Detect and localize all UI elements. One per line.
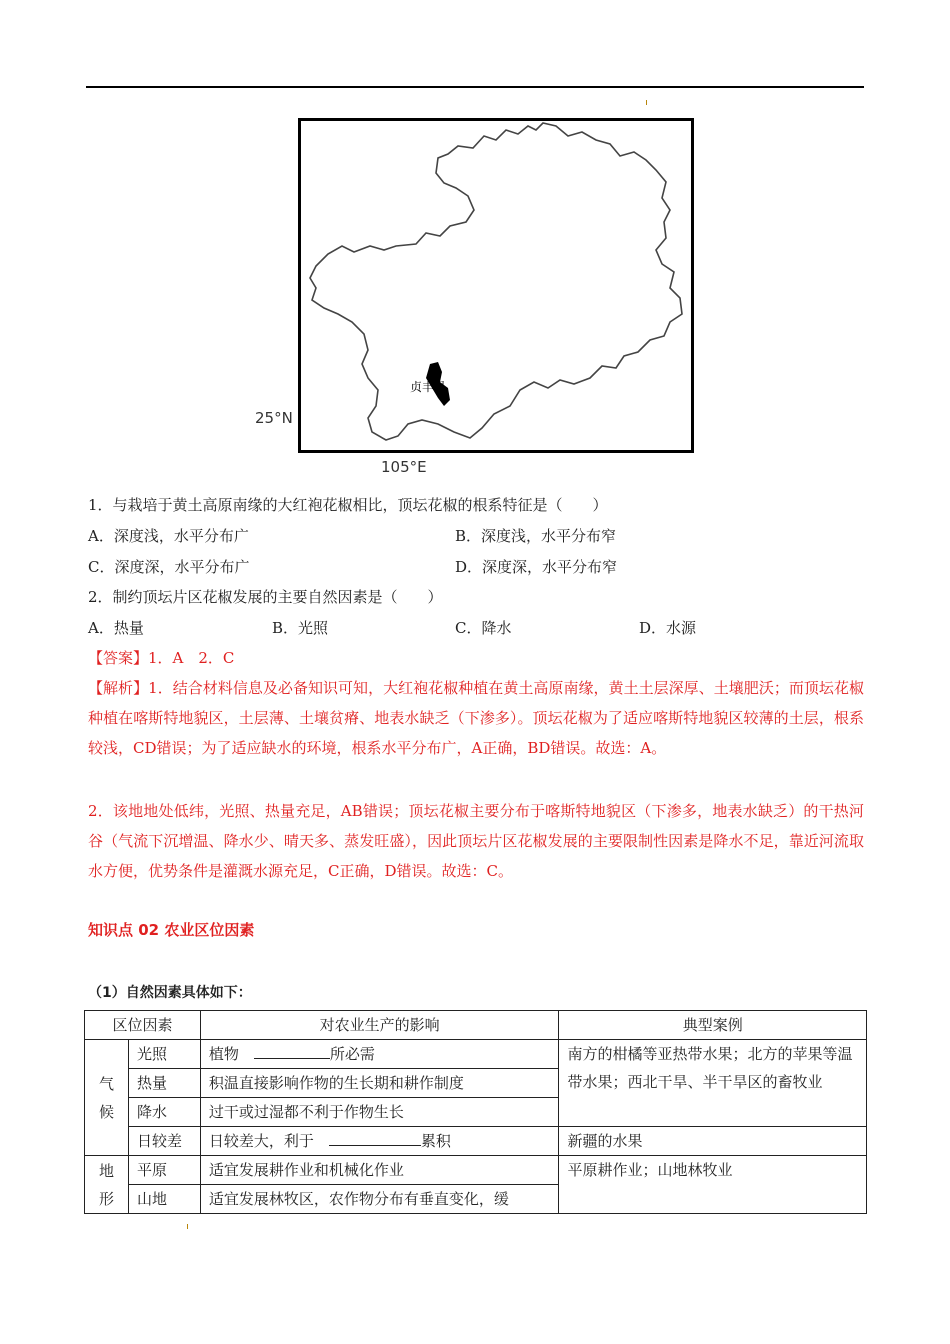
analysis-tag: 【解析】	[88, 679, 149, 697]
group-terrain	[85, 1156, 129, 1214]
effect-rain: 过干或过湿都不利于作物生长	[200, 1098, 559, 1127]
effect-heat: 积温直接影响作物的生长期和耕作制度	[200, 1069, 559, 1098]
effect-light	[200, 1040, 559, 1069]
section-subheading: （1）自然因素具体如下：	[88, 985, 252, 1001]
province-outline	[310, 123, 682, 440]
header-factor: 区位因素	[85, 1011, 201, 1040]
header-case: 典型案例	[559, 1011, 867, 1040]
q1-option-d: D．深度深，水平分布窄	[455, 558, 618, 576]
group-terrain-label: 地形	[98, 1161, 114, 1208]
effect-diurnal-pre: 日较差大，利于	[208, 1132, 314, 1150]
analysis-paragraph-1	[88, 673, 864, 763]
answer-text: 1．A 2．C	[148, 649, 235, 667]
q2-option-d: D．水源	[639, 619, 697, 637]
analysis-text-2: 2．该地地处低纬，光照、热量充足，AB错误；顶坛花椒主要分布于喀斯特地貌区（下渗多，地表水缺乏）的干热河谷（气流下沉增温、降水少、晴天多、蒸发旺盛），因此顶坛片区花椒发展的主要限制性因素是降水不足，靠近河流取水方便，优势条件是灌溉水源充足，C正确，D错误。故选：C。	[88, 802, 864, 880]
q1-option-b: B．深度浅，水平分布窄	[455, 527, 617, 545]
group-climate	[85, 1040, 129, 1156]
q2-option-c: C．降水	[455, 619, 512, 637]
table-row	[85, 1127, 867, 1156]
knowledge-point-heading	[88, 919, 254, 940]
latitude-label: 25°N	[255, 409, 293, 427]
analysis-text-1: 1．结合材料信息及必备知识可知，大红袍花椒种植在黄土高原南缘，黄土土层深厚、土壤肥沃；而顶坛花椒种植在喀斯特地貌区，土层薄、土壤贫瘠、地表水缺乏（下渗多）。顶坛花椒为了适应喀斯特地貌区较薄的土层，根系较浅，CD错误；为了适应缺水的环境，根系水平分布广，A正确，BD错误。故选：A。	[88, 679, 864, 757]
effect-light-post: 所必需	[329, 1045, 375, 1063]
factor-heat: 热量	[128, 1069, 200, 1098]
question-2-stem: 2．制约顶坛片区花椒发展的主要自然因素是（ ）	[88, 588, 443, 606]
answer-line	[88, 648, 234, 668]
effect-diurnal	[200, 1127, 559, 1156]
knowledge-point-label: 知识点 02	[88, 921, 160, 939]
factor-plain: 平原	[128, 1156, 200, 1185]
effect-plain: 适宜发展耕作业和机械化作业	[200, 1156, 559, 1185]
knowledge-point-title: 农业区位因素	[164, 921, 255, 939]
group-climate-label: 气候	[98, 1074, 114, 1121]
factor-light: 光照	[128, 1040, 200, 1069]
margin-mark	[646, 100, 647, 105]
effect-light-pre: 植物	[208, 1045, 239, 1063]
analysis-paragraph-2	[88, 796, 864, 886]
table-header-row	[85, 1011, 867, 1040]
case-terrain: 平原耕作业；山地林牧业	[559, 1156, 867, 1214]
question-1-stem: 1．与栽培于黄土高原南缘的大红袍花椒相比，顶坛花椒的根系特征是（ ）	[88, 496, 608, 514]
effect-mountain: 适宜发展林牧区，农作物分布有垂直变化，缓	[200, 1185, 559, 1214]
margin-mark	[187, 1224, 188, 1229]
fill-blank[interactable]	[254, 1042, 330, 1059]
answer-tag: 【答案】	[88, 649, 149, 667]
factor-rain: 降水	[128, 1098, 200, 1127]
effect-diurnal-post: 累积	[420, 1132, 451, 1150]
table-row	[85, 1040, 867, 1069]
case-diurnal: 新疆的水果	[559, 1127, 867, 1156]
province-map	[298, 118, 694, 453]
q2-option-a: A．热量	[88, 619, 144, 637]
factor-mountain: 山地	[128, 1185, 200, 1214]
q2-option-b: B．光照	[272, 619, 329, 637]
longitude-label: 105°E	[381, 458, 427, 476]
natural-factors-table	[84, 1010, 867, 1214]
q1-option-c: C．深度深，水平分布广	[88, 558, 250, 576]
header-effect: 对农业生产的影响	[200, 1011, 559, 1040]
q1-option-a: A．深度浅，水平分布广	[88, 527, 249, 545]
factor-diurnal: 日较差	[128, 1127, 200, 1156]
fill-blank[interactable]	[329, 1129, 421, 1146]
header-rule	[86, 86, 864, 88]
county-label: 贞丰县	[410, 380, 447, 394]
case-climate: 南方的柑橘等亚热带水果；北方的苹果等温带水果；西北干旱、半干旱区的畜牧业	[559, 1040, 867, 1127]
table-row	[85, 1156, 867, 1185]
